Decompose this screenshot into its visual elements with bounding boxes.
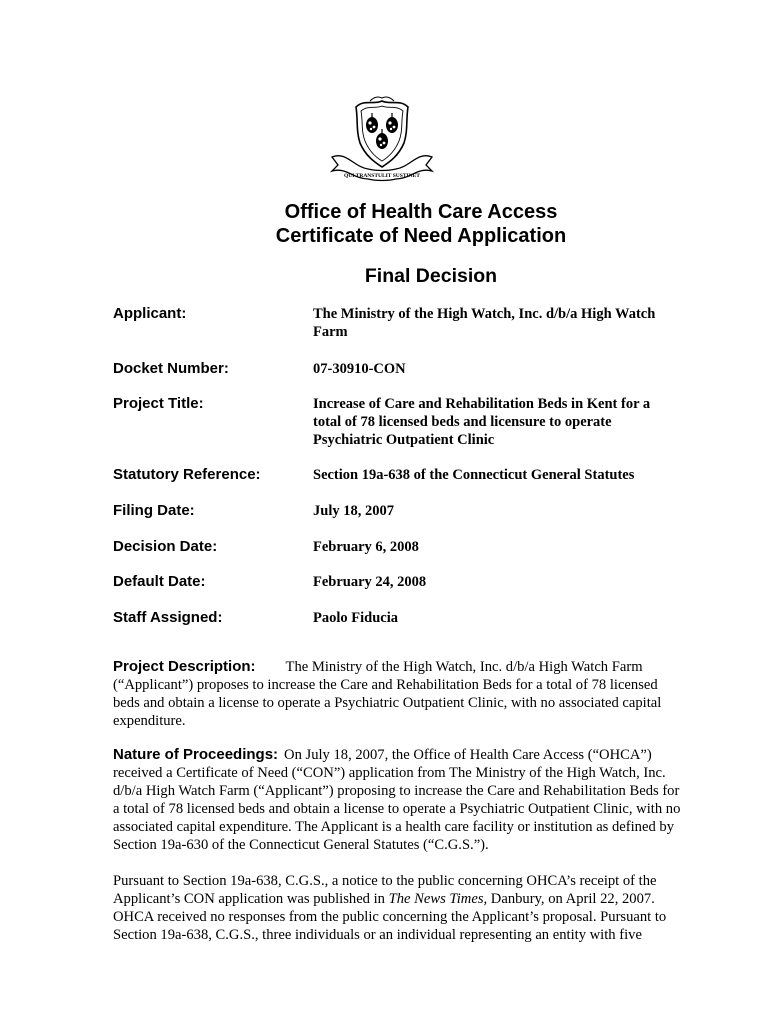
field-label: Project Title:	[113, 395, 204, 412]
field-value: July 18, 2007	[313, 503, 394, 519]
newspaper-name: The News Times,	[388, 891, 488, 907]
notice-text-end: Danbury, on April 22, 2007. OHCA received no responses from the public concerning the Applicant’s proposal. Pursuant to Section 19a-638, C.G.S., three individuals or an individual representing an entity with five	[113, 891, 667, 943]
nature-of-proceedings-text: On July 18, 2007, the Office of Health Care Access (“OHCA”) received a Certificate of Need (“CON”) application from The Ministry of the High Watch, Inc. d/b/a High Watch Farm (“Applicant”) proposing to increase the Care and Rehabilitation Beds for a total of 78 licensed beds and obtain a license to operate a Psychiatric Outpatient Clinic, with no associated capital expenditure. The Applicant is a health care facility or institution as defined by Section 19a-630 of the Connecticut General Statutes (“C.G.S.”).	[113, 747, 681, 853]
field-value: Section 19a-638 of the Connecticut General Statutes	[313, 467, 635, 483]
application-title: Certificate of Need Application	[275, 225, 567, 247]
field-label: Decision Date:	[113, 538, 218, 555]
decision-title: Final Decision	[364, 265, 498, 287]
seal-motto: QUI TRANSTULIT SUSTINET	[344, 173, 420, 179]
field-value: 07-30910-CON	[313, 361, 406, 377]
field-label: Default Date:	[113, 573, 206, 590]
field-value: February 6, 2008	[313, 539, 419, 555]
office-title: Office of Health Care Access	[284, 201, 558, 223]
field-value: February 24, 2008	[313, 574, 427, 590]
field-label: Docket Number:	[113, 360, 229, 377]
notice-text-start: Pursuant to Section 19a-638, C.G.S., a notice to the public concerning OHCA’s receipt of the Applicant’s CON application was published in	[113, 873, 657, 907]
project-description-text: The Ministry of the High Watch, Inc. d/b/a High Watch Farm (“Applicant”) proposes to increase the Care and Rehabilitation Beds for a total of 78 licensed beds and obtain a license to operate a Psychiatric Outpatient Clinic, with no associated capital expenditure.	[113, 659, 662, 729]
field-value: Increase of Care and Rehabilitation Beds in Kent for a total of 78 licensed beds and licensure to operate Psychiatric Outpatient Clinic	[313, 396, 651, 448]
field-label: Filing Date:	[113, 502, 195, 519]
nature-of-proceedings-paragraph	[113, 746, 688, 854]
state-seal-icon	[326, 95, 438, 191]
project-description-heading: Project Description:	[113, 658, 256, 675]
field-value: The Ministry of the High Watch, Inc. d/b/a High Watch Farm	[313, 306, 656, 340]
project-description-paragraph	[113, 658, 688, 730]
nature-of-proceedings-heading: Nature of Proceedings:	[113, 746, 279, 763]
field-value: Paolo Fiducia	[313, 610, 398, 626]
field-label: Statutory Reference:	[113, 466, 261, 483]
field-label: Staff Assigned:	[113, 609, 223, 626]
public-notice-paragraph	[113, 872, 688, 944]
field-label: Applicant:	[113, 305, 187, 322]
